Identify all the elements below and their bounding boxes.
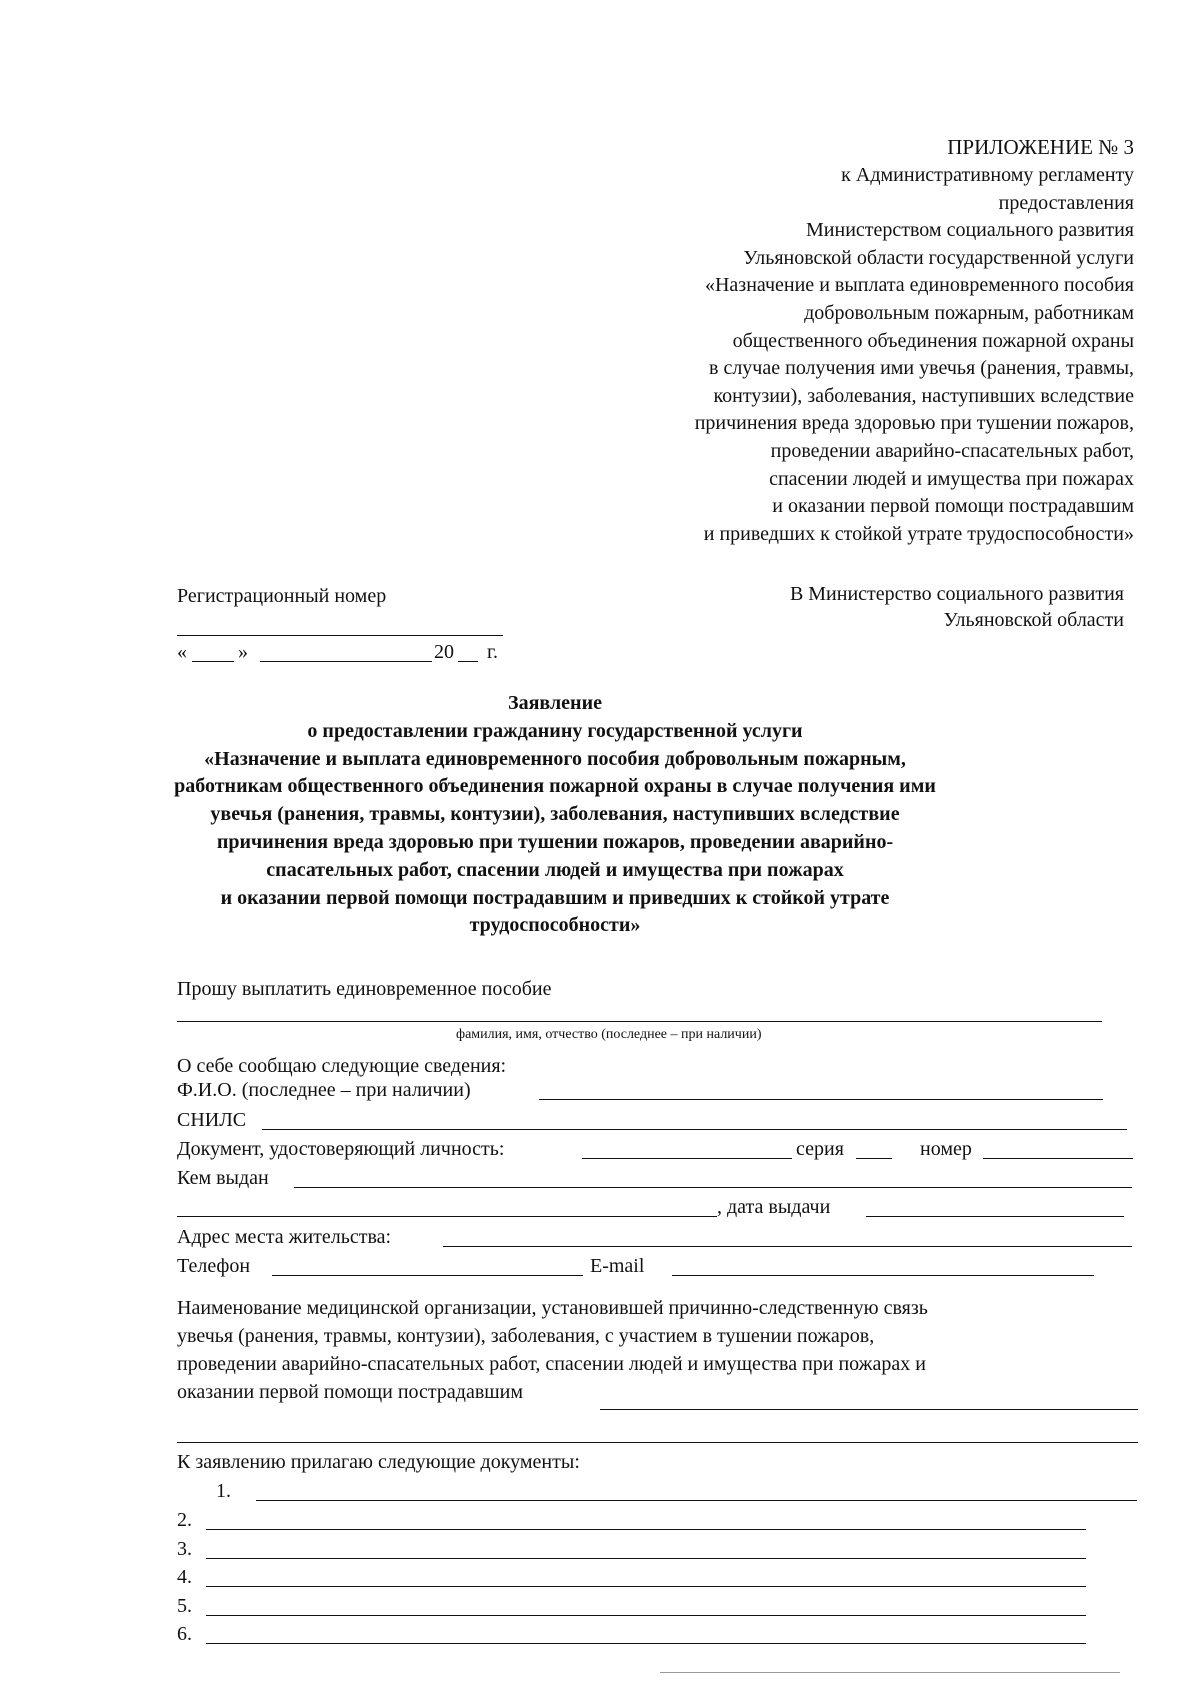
appendix-line: Ульяновской области государственной услуги xyxy=(743,246,1134,269)
attachment-number: 4. xyxy=(177,1566,192,1588)
medical-organization-text xyxy=(177,1294,1127,1406)
address-field[interactable] xyxy=(443,1246,1132,1247)
about-text: О себе сообщаю следующие сведения: xyxy=(177,1055,507,1077)
attachment-number: 3. xyxy=(177,1538,192,1560)
appendix-title: ПРИЛОЖЕНИЕ № 3 xyxy=(947,135,1134,159)
registration-year-prefix: 20 xyxy=(434,641,454,663)
issued-by-field-continued[interactable] xyxy=(177,1216,717,1217)
attachment-field[interactable] xyxy=(206,1615,1086,1616)
registration-label: Регистрационный номер xyxy=(177,585,387,607)
appendix-header xyxy=(695,132,1134,548)
attachment-number: 1. xyxy=(216,1480,231,1502)
attachment-number: 2. xyxy=(177,1509,192,1531)
issue-date-row xyxy=(177,1195,1137,1219)
appendix-line: «Назначение и выплата единовременного пособия xyxy=(704,274,1134,297)
fio-row xyxy=(177,1078,1107,1102)
number-field[interactable] xyxy=(983,1158,1133,1159)
appendix-line: общественного объединения пожарной охраны xyxy=(732,329,1134,352)
medical-organization-field-continued[interactable] xyxy=(177,1442,1138,1443)
medical-line: проведении аварийно-спасательных работ, спасении людей и имущества при пожарах и xyxy=(177,1353,926,1375)
appendix-line: Министерством социального развития xyxy=(806,219,1134,242)
email-field[interactable] xyxy=(672,1275,1094,1276)
title-heading: Заявление xyxy=(508,692,602,714)
attachment-field[interactable] xyxy=(206,1643,1086,1644)
phone-label: Телефон xyxy=(177,1255,251,1277)
title-line: причинения вреда здоровью при тушении пожаров, проведении аварийно- xyxy=(216,830,894,853)
request-text: Прошу выплатить единовременное пособие xyxy=(177,978,552,1000)
registration-month-field[interactable] xyxy=(260,661,432,662)
attachments-label: К заявлению прилагаю следующие документы: xyxy=(177,1451,580,1473)
fio-field[interactable] xyxy=(539,1099,1103,1100)
appendix-line: и оказании первой помощи пострадавшим xyxy=(772,495,1134,518)
title-line: спасательных работ, спасении людей и имущества при пожарах xyxy=(266,858,844,881)
recipient-line-1: В Министерство социального развития xyxy=(789,583,1124,605)
appendix-line: контузии), заболевания, наступивших вследствие xyxy=(713,384,1134,407)
appendix-line: предоставления xyxy=(998,191,1134,214)
registration-year-field[interactable] xyxy=(458,661,478,662)
medical-line: оказании первой помощи пострадавшим xyxy=(177,1381,524,1403)
appendix-line: к Административному регламенту xyxy=(841,164,1134,186)
series-label: серия xyxy=(796,1138,844,1160)
title-line: работникам общественного объединения пожарной охраны в случае получения ими xyxy=(174,775,936,798)
appendix-line: добровольным пожарным, работникам xyxy=(804,301,1134,324)
issued-by-field[interactable] xyxy=(294,1187,1132,1188)
address-row xyxy=(177,1225,1137,1249)
appendix-line: проведении аварийно-спасательных работ, xyxy=(770,439,1134,462)
address-label: Адрес места жительства: xyxy=(177,1226,392,1248)
issue-date-label: , дата выдачи xyxy=(717,1196,831,1218)
title-line: «Назначение и выплата единовременного пособия добровольным пожарным, xyxy=(204,747,906,770)
number-label: номер xyxy=(920,1138,972,1160)
identity-document-label: Документ, удостоверяющий личность: xyxy=(177,1138,505,1160)
application-title xyxy=(120,690,990,940)
applicant-name-hint: фамилия, имя, отчество (последнее – при наличии) xyxy=(456,1027,762,1042)
attachment-field[interactable] xyxy=(206,1529,1086,1530)
appendix-line: и приведших к стойкой утрате трудоспособности» xyxy=(703,522,1134,545)
series-field[interactable] xyxy=(856,1158,892,1159)
issued-by-label: Кем выдан xyxy=(177,1167,269,1189)
recipient-line-2: Ульяновской области xyxy=(943,609,1124,631)
attachment-field[interactable] xyxy=(256,1500,1137,1501)
title-line: и оказании первой помощи пострадавшим и приведших к стойкой утрате xyxy=(220,886,890,909)
contacts-row xyxy=(177,1254,1137,1278)
title-line: трудоспособности» xyxy=(469,914,641,937)
title-line: о предоставлении гражданину государственной услуги xyxy=(307,719,803,742)
fio-label: Ф.И.О. (последнее – при наличии) xyxy=(177,1079,471,1101)
attachment-field[interactable] xyxy=(206,1586,1086,1587)
applicant-name-field[interactable] xyxy=(177,1021,1102,1022)
title-line: увечья (ранения, травмы, контузии), заболевания, наступивших вследствие xyxy=(210,803,900,826)
registration-year-suffix: г. xyxy=(487,641,498,663)
page-bottom-divider xyxy=(660,1672,1120,1673)
appendix-line: причинения вреда здоровью при тушении пожаров, xyxy=(694,412,1134,435)
medical-organization-field[interactable] xyxy=(600,1409,1138,1410)
attachment-number: 5. xyxy=(177,1595,192,1617)
medical-line: Наименование медицинской организации, установившей причинно-следственную связь xyxy=(177,1297,928,1319)
identity-document-field[interactable] xyxy=(582,1158,792,1159)
issue-date-field[interactable] xyxy=(866,1216,1124,1217)
appendix-line: спасении людей и имущества при пожарах xyxy=(769,467,1134,490)
medical-line: увечья (ранения, травмы, контузии), заболевания, с участием в тушении пожаров, xyxy=(177,1325,875,1347)
appendix-line: в случае получения ими увечья (ранения, травмы, xyxy=(709,357,1134,380)
snils-field[interactable] xyxy=(262,1129,1127,1130)
identity-document-row xyxy=(177,1137,1137,1161)
registration-day-field[interactable] xyxy=(192,661,234,662)
phone-field[interactable] xyxy=(272,1275,583,1276)
attachment-field[interactable] xyxy=(206,1558,1086,1559)
snils-label: СНИЛС xyxy=(177,1109,247,1131)
registration-number-field[interactable] xyxy=(177,635,503,636)
issued-by-row xyxy=(177,1166,1137,1190)
registration-date-open: « xyxy=(177,641,187,663)
registration-date-close: » xyxy=(238,641,248,663)
attachment-number: 6. xyxy=(177,1623,192,1645)
email-label: E-mail xyxy=(590,1255,645,1277)
snils-row xyxy=(177,1108,1137,1132)
